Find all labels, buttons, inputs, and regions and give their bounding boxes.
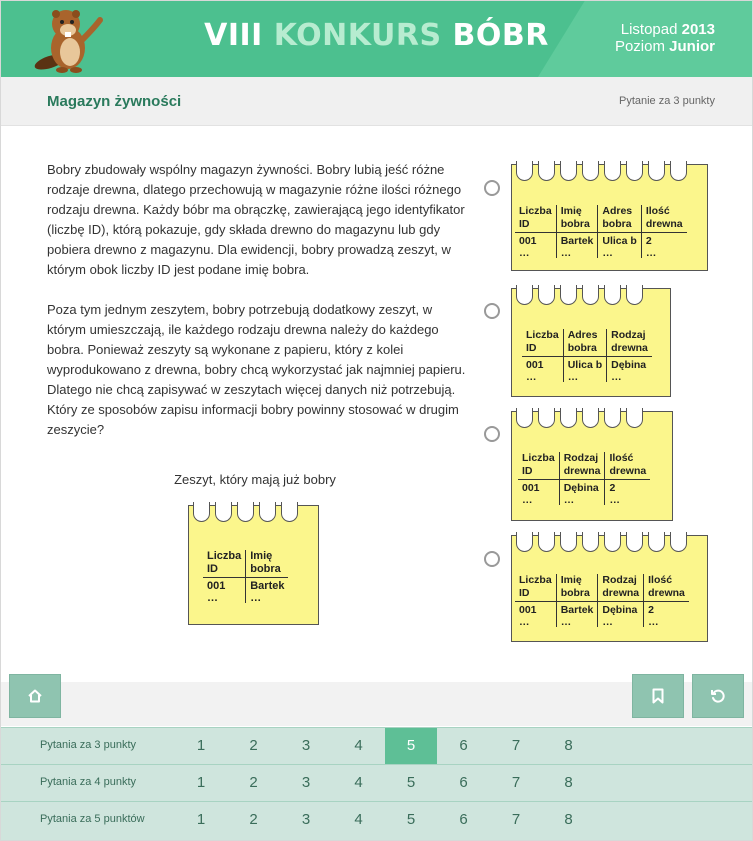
nav-question-button[interactable]: 1 (196, 774, 206, 791)
app-header (0, 0, 753, 77)
nav-question-button[interactable]: 8 (564, 737, 573, 754)
meta-month: Listopad (620, 21, 678, 38)
nav-row-5-points (0, 801, 753, 841)
existing-notebook-caption: Zeszyt, który mają już bobry (174, 472, 336, 487)
option-3-table: Liczba ID Rodzaj drewna Ilość drewna 001 Dębina 2 … … … (518, 452, 650, 505)
home-icon (27, 688, 43, 704)
nav-row-label: Pytania za 5 punktów (40, 813, 145, 825)
question-header-bar (0, 77, 753, 126)
option-2-table: Liczba ID Adres bobra Rodzaj drewna 001 Ulica b Dębina … … … (522, 329, 652, 382)
undo-button[interactable] (692, 674, 744, 718)
answer-option-2-notebook[interactable] (511, 288, 671, 397)
nav-question-button[interactable]: 4 (354, 774, 363, 791)
nav-question-button[interactable]: 3 (301, 737, 311, 754)
bookmark-button[interactable] (632, 674, 684, 718)
answer-option-1-radio[interactable] (484, 180, 500, 196)
nav-question-button[interactable]: 6 (459, 774, 468, 791)
notebook-table: Liczba ID Imię bobra 001 Bartek … … (203, 550, 288, 603)
nav-question-button[interactable]: 5 (406, 774, 416, 791)
nav-question-button[interactable]: 4 (354, 737, 363, 754)
nav-row-4-points (0, 764, 753, 801)
nav-question-button[interactable]: 6 (459, 811, 468, 828)
nav-question-button[interactable]: 5 (385, 728, 437, 764)
nav-question-button[interactable]: 3 (301, 811, 311, 828)
nav-question-button[interactable]: 8 (564, 811, 573, 828)
nav-question-button[interactable]: 1 (196, 811, 206, 828)
nav-question-button[interactable]: 2 (249, 811, 258, 828)
option-4-table: Liczba ID Imię bobra Rodzaj drewna Ilość drewna 001 Bartek Dębina 2 … … … … (515, 574, 689, 627)
question-text (47, 160, 467, 460)
bookmark-icon (651, 688, 665, 704)
option-1-table: Liczba ID Imię bobra Adres bobra Ilość drewna 001 Bartek Ulica b 2 … … … … (515, 205, 687, 258)
question-points: Pytanie za 3 punkty (618, 95, 715, 107)
nav-row-label: Pytania za 3 punkty (40, 739, 137, 751)
nav-question-button[interactable]: 4 (354, 811, 363, 828)
question-paragraph-1: Bobry zbudowały wspólny magazyn żywności. Bobry lubią jeść różne rodzaje drewna, dlatego przechowują w magazynie różne ilości różnego rodzaju drewna. Każdy bóbr ma obrączkę, zawierającą jego identyfikator (liczbę ID), którą pokazuje, gdy składa drewno do magazynu lub gdy pobiera drewno z magazynu. Dla ewidencji, bobry prowadzą zeszyt, w którym obok liczby ID jest podane imię bobra. (47, 162, 465, 277)
nav-row-label: Pytania za 4 punkty (40, 776, 137, 788)
answer-option-3-notebook[interactable] (511, 411, 673, 521)
question-paragraph-2: Poza tym jednym zeszytem, bobry potrzebują dodatkowy zeszyt, w którym umieszczają, ile każdego rodzaju drewna należy do każdego bobra. Ponieważ zeszyty są wykonane z papieru, który z kolei wyprodukowano z drewna, bobry chcą wykorzystać jak najmniej papieru. Dlatego nie chcą zapisywać w zeszytach więcej danych niż potrzebują. Który ze sposobów zapisu informacji bobry powinny stosować w drugim zeszycie? (47, 302, 466, 437)
nav-question-button[interactable]: 1 (196, 737, 206, 754)
answer-option-4-radio[interactable] (484, 551, 500, 567)
meta-level: Junior (669, 38, 715, 55)
meta-level-prefix: Poziom (614, 38, 665, 55)
nav-question-button[interactable]: 7 (511, 737, 521, 754)
nav-question-button[interactable]: 7 (511, 811, 521, 828)
answer-option-4-notebook[interactable] (511, 535, 708, 642)
notebook-rings (193, 502, 314, 526)
contest-meta (615, 21, 715, 55)
undo-icon (710, 688, 726, 704)
nav-question-button[interactable]: 6 (459, 737, 468, 754)
nav-question-button[interactable]: 8 (564, 774, 573, 791)
nav-question-button[interactable]: 7 (511, 774, 521, 791)
nav-question-button[interactable]: 2 (249, 737, 258, 754)
nav-question-button[interactable]: 2 (249, 774, 258, 791)
answer-option-2-radio[interactable] (484, 303, 500, 319)
answer-option-1-notebook[interactable] (511, 164, 708, 271)
nav-row-3-points (0, 727, 753, 764)
question-title: Magazyn żywności (47, 93, 182, 110)
existing-notebook-image (188, 505, 319, 625)
meta-year: 2013 (681, 21, 715, 38)
answer-option-3-radio[interactable] (484, 426, 500, 442)
home-button[interactable] (9, 674, 61, 718)
nav-question-button[interactable]: 3 (301, 774, 311, 791)
contest-title: VIII KONKURS BÓBR (204, 18, 549, 53)
nav-question-button[interactable]: 5 (406, 811, 416, 828)
